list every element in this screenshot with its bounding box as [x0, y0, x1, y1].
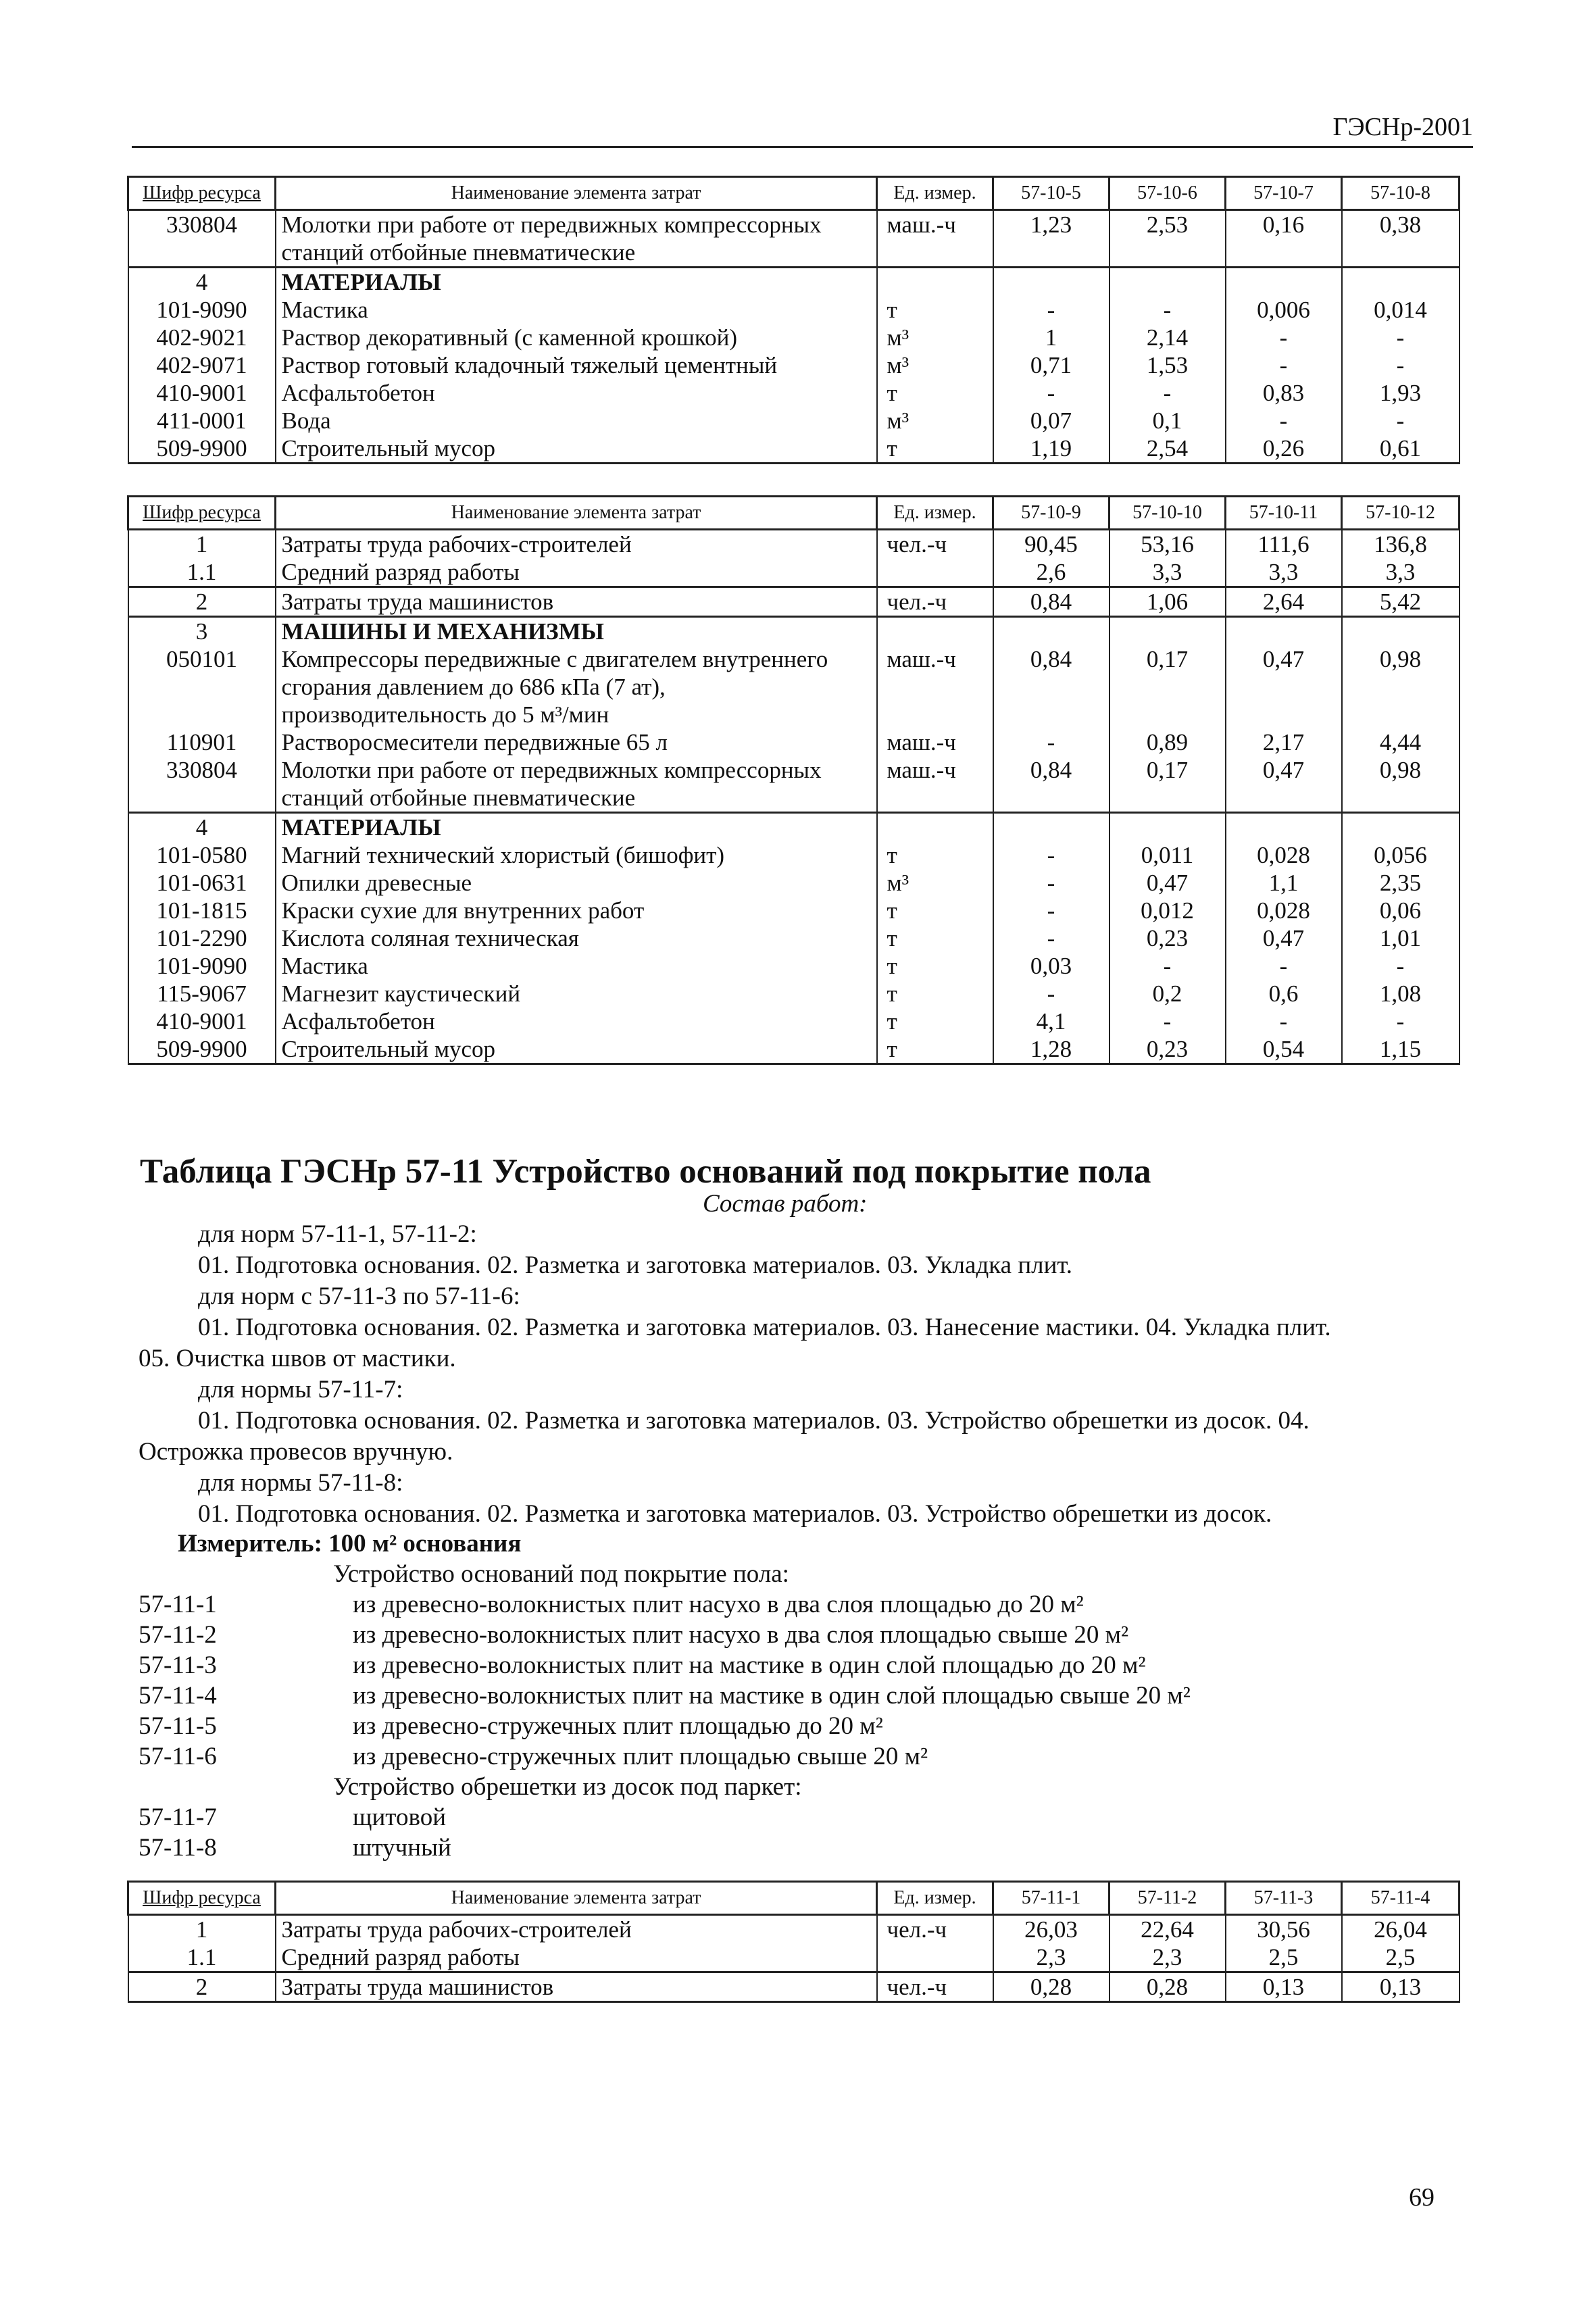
table-row — [128, 1972, 1460, 2002]
cell-value: - — [1342, 324, 1460, 351]
cell-code: 101-0580 — [128, 841, 276, 869]
cell-name: Асфальтобетон — [276, 379, 877, 407]
cell-code: 2 — [128, 587, 276, 617]
cell-code: 101-9090 — [128, 296, 276, 324]
cell-code: 1 — [128, 530, 276, 559]
works-text: Острожка провесов вручную. — [139, 1438, 453, 1466]
cell-value: 53,16 — [1109, 530, 1226, 559]
cell-value: 0,26 — [1226, 434, 1342, 464]
cell-unit: маш.-ч — [877, 728, 993, 756]
header-code: ГЭСНр-2001 — [1332, 113, 1473, 141]
cell-value: 0,28 — [993, 1972, 1109, 2002]
resource-table-57-10-5-8 — [127, 176, 1460, 464]
cell-value: 0,54 — [1226, 1035, 1342, 1064]
cell-unit: т — [877, 841, 993, 869]
cell-unit: т — [877, 379, 993, 407]
cell-value: 2,5 — [1226, 1943, 1342, 1972]
table-row — [128, 434, 1460, 464]
cell-value: 0,17 — [1109, 645, 1226, 728]
cell-value: 0,71 — [993, 351, 1109, 379]
works-text: 01. Подготовка основания. 02. Разметка и заготовка материалов. 03. Устройство обрешетки из досок. 04. — [198, 1407, 1310, 1435]
norm-description: из древесно-стружечных плит площадью свыше 20 м² — [353, 1743, 928, 1770]
cell-value: 0,23 — [1109, 924, 1226, 952]
cell-value: - — [1109, 1007, 1226, 1035]
column-header-norm: 57-11-1 — [993, 1882, 1109, 1915]
norm-description: из древесно-волокнистых плит на мастике в один слой площадью свыше 20 м² — [353, 1682, 1191, 1710]
table-row — [128, 530, 1460, 559]
resource-table-57-11-1-4 — [127, 1881, 1460, 2003]
cell-code: 101-9090 — [128, 952, 276, 980]
cell-value: - — [1226, 351, 1342, 379]
cell-value: 2,53 — [1109, 210, 1226, 268]
cell-value: - — [993, 728, 1109, 756]
cell-value: 1,23 — [993, 210, 1109, 268]
cell-unit: чел.-ч — [877, 1915, 993, 1944]
cell-name: Затраты труда машинистов — [276, 1972, 877, 2002]
table-header-row — [128, 497, 1460, 530]
cell-value: - — [1109, 952, 1226, 980]
cell-code: 3 — [128, 617, 276, 646]
cell-name: Краски сухие для внутренних работ — [276, 897, 877, 924]
column-header-code: Шифр ресурса — [128, 177, 276, 210]
cell-code: 330804 — [128, 756, 276, 813]
cell-name: Магний технический хлористый (бишофит) — [276, 841, 877, 869]
cell-value: 2,17 — [1226, 728, 1342, 756]
norm-code: 57-11-2 — [139, 1621, 217, 1649]
norm-code: 57-11-8 — [139, 1834, 217, 1862]
cell-value: 1,15 — [1342, 1035, 1460, 1064]
norm-description: из древесно-стружечных плит площадью до 20 м² — [353, 1712, 883, 1740]
cell-code: 101-1815 — [128, 897, 276, 924]
cell-unit: м³ — [877, 407, 993, 434]
cell-value: 0,84 — [993, 756, 1109, 813]
cell-value: 0,03 — [993, 952, 1109, 980]
cell-value: 30,56 — [1226, 1915, 1342, 1944]
cell-value: 1,1 — [1226, 869, 1342, 897]
table-row — [128, 351, 1460, 379]
cell-value: 0,61 — [1342, 434, 1460, 464]
cell-value: 0,98 — [1342, 756, 1460, 813]
works-text: для норм с 57-11-3 по 57-11-6: — [198, 1283, 520, 1310]
cell-name: Средний разряд работы — [276, 1943, 877, 1972]
cell-value: 4,1 — [993, 1007, 1109, 1035]
column-header-norm: 57-10-6 — [1109, 177, 1226, 210]
cell-name: Мастика — [276, 296, 877, 324]
table-row — [128, 558, 1460, 587]
cell-code: 402-9071 — [128, 351, 276, 379]
cell-unit: маш.-ч — [877, 645, 993, 728]
works-heading: Состав работ: — [703, 1190, 868, 1218]
cell-unit: т — [877, 1007, 993, 1035]
cell-value: - — [1109, 296, 1226, 324]
cell-code: 402-9021 — [128, 324, 276, 351]
cell-value: 0,47 — [1226, 924, 1342, 952]
column-header-code: Шифр ресурса — [128, 497, 276, 530]
norm-code: 57-11-3 — [139, 1651, 217, 1679]
norm-code: 57-11-7 — [139, 1803, 217, 1831]
cell-value: 0,2 — [1109, 980, 1226, 1007]
cell-name: Раствор декоративный (с каменной крошкой) — [276, 324, 877, 351]
table-row — [128, 1915, 1460, 1944]
cell-name: Молотки при работе от передвижных компрессорных станций отбойные пневматические — [276, 210, 877, 268]
cell-value: 1 — [993, 324, 1109, 351]
column-header-norm: 57-11-4 — [1342, 1882, 1460, 1915]
cell-value: 3,3 — [1342, 558, 1460, 587]
cell-value: 2,5 — [1342, 1943, 1460, 1972]
meter-label: Измеритель: 100 м² основания — [178, 1530, 522, 1558]
cell-name: Строительный мусор — [276, 434, 877, 464]
norm-group-heading: Устройство оснований под покрытие пола: — [333, 1560, 789, 1588]
cell-value: 0,028 — [1226, 897, 1342, 924]
cell-unit: маш.-ч — [877, 210, 993, 268]
cell-unit: м³ — [877, 351, 993, 379]
norm-group-heading: Устройство обрешетки из досок под паркет: — [333, 1773, 802, 1801]
cell-unit: чел.-ч — [877, 587, 993, 617]
column-header-name: Наименование элемента затрат — [276, 177, 877, 210]
section-row — [128, 617, 1460, 646]
cell-code: 101-0631 — [128, 869, 276, 897]
cell-value: 0,28 — [1109, 1972, 1226, 2002]
column-header-norm: 57-11-3 — [1226, 1882, 1342, 1915]
cell-value: - — [993, 841, 1109, 869]
column-header-name: Наименование элемента затрат — [276, 1882, 877, 1915]
cell-name: Средний разряд работы — [276, 558, 877, 587]
norm-description: щитовой — [353, 1803, 446, 1831]
cell-value: 0,06 — [1342, 897, 1460, 924]
cell-value: 0,98 — [1342, 645, 1460, 728]
cell-code: 509-9900 — [128, 1035, 276, 1064]
cell-value: - — [1226, 952, 1342, 980]
cell-unit: т — [877, 296, 993, 324]
cell-name: МАТЕРИАЛЫ — [276, 813, 877, 842]
cell-code: 101-2290 — [128, 924, 276, 952]
cell-value: 90,45 — [993, 530, 1109, 559]
table-row — [128, 1943, 1460, 1972]
cell-value: 111,6 — [1226, 530, 1342, 559]
cell-value: - — [1226, 407, 1342, 434]
cell-value: 1,93 — [1342, 379, 1460, 407]
cell-value: - — [1226, 324, 1342, 351]
column-header-unit: Ед. измер. — [877, 497, 993, 530]
cell-value: 0,83 — [1226, 379, 1342, 407]
cell-value: 1,08 — [1342, 980, 1460, 1007]
cell-value: - — [993, 980, 1109, 1007]
cell-name: Раствор готовый кладочный тяжелый цементный — [276, 351, 877, 379]
cell-value: - — [1342, 1007, 1460, 1035]
table-row — [128, 756, 1460, 813]
cell-value: 2,64 — [1226, 587, 1342, 617]
cell-value: 2,6 — [993, 558, 1109, 587]
table-row — [128, 841, 1460, 869]
cell-value: 0,47 — [1226, 756, 1342, 813]
cell-code: 330804 — [128, 210, 276, 268]
cell-value: 0,47 — [1109, 869, 1226, 897]
works-text: для нормы 57-11-8: — [198, 1469, 403, 1497]
column-header-norm: 57-10-9 — [993, 497, 1109, 530]
table-row — [128, 728, 1460, 756]
cell-code: 4 — [128, 268, 276, 297]
cell-code: 1 — [128, 1915, 276, 1944]
norm-code: 57-11-5 — [139, 1712, 217, 1740]
running-header — [132, 114, 1473, 148]
table-header-row — [128, 1882, 1460, 1915]
column-header-unit: Ед. измер. — [877, 1882, 993, 1915]
cell-name: Компрессоры передвижные с двигателем внутреннего сгорания давлением до 686 кПа (7 ат), производительность до 5 м³/мин — [276, 645, 877, 728]
cell-unit: маш.-ч — [877, 756, 993, 813]
cell-value: 22,64 — [1109, 1915, 1226, 1944]
norm-description: штучный — [353, 1834, 451, 1862]
column-header-norm: 57-10-7 — [1226, 177, 1342, 210]
cell-code: 4 — [128, 813, 276, 842]
cell-name: Затраты труда рабочих-строителей — [276, 530, 877, 559]
table-row — [128, 952, 1460, 980]
cell-name: Молотки при работе от передвижных компрессорных станций отбойные пневматические — [276, 756, 877, 813]
cell-name: МАТЕРИАЛЫ — [276, 268, 877, 297]
cell-value: 0,23 — [1109, 1035, 1226, 1064]
table-row — [128, 210, 1460, 268]
table-header-row — [128, 177, 1460, 210]
cell-name: Затраты труда машинистов — [276, 587, 877, 617]
cell-value: 2,54 — [1109, 434, 1226, 464]
cell-value: 1,28 — [993, 1035, 1109, 1064]
cell-code: 115-9067 — [128, 980, 276, 1007]
works-text: 01. Подготовка основания. 02. Разметка и заготовка материалов. 03. Укладка плит. — [198, 1251, 1073, 1279]
cell-value: 0,012 — [1109, 897, 1226, 924]
cell-name: Растворосмесители передвижные 65 л — [276, 728, 877, 756]
norm-code: 57-11-6 — [139, 1743, 217, 1770]
works-text: 01. Подготовка основания. 02. Разметка и заготовка материалов. 03. Устройство обрешетки из досок. — [198, 1500, 1272, 1528]
cell-value: 26,03 — [993, 1915, 1109, 1944]
cell-name: Затраты труда рабочих-строителей — [276, 1915, 877, 1944]
table-row — [128, 869, 1460, 897]
cell-value: 0,47 — [1226, 645, 1342, 728]
cell-unit: чел.-ч — [877, 530, 993, 559]
table-row — [128, 897, 1460, 924]
column-header-norm: 57-10-8 — [1342, 177, 1460, 210]
cell-value: - — [1342, 952, 1460, 980]
cell-unit: т — [877, 952, 993, 980]
cell-value: 0,07 — [993, 407, 1109, 434]
cell-value: - — [993, 924, 1109, 952]
cell-value: 2,3 — [1109, 1943, 1226, 1972]
cell-unit — [877, 558, 993, 587]
works-text: 05. Очистка швов от мастики. — [139, 1345, 456, 1372]
cell-value: 2,3 — [993, 1943, 1109, 1972]
cell-code: 1.1 — [128, 1943, 276, 1972]
cell-value: 3,3 — [1226, 558, 1342, 587]
column-header-name: Наименование элемента затрат — [276, 497, 877, 530]
cell-code: 110901 — [128, 728, 276, 756]
cell-value: 0,028 — [1226, 841, 1342, 869]
page-number: 69 — [1409, 2183, 1435, 2212]
cell-value: 0,011 — [1109, 841, 1226, 869]
cell-value: 1,53 — [1109, 351, 1226, 379]
cell-code: 509-9900 — [128, 434, 276, 464]
cell-name: Кислота соляная техническая — [276, 924, 877, 952]
column-header-code: Шифр ресурса — [128, 1882, 276, 1915]
works-text: 01. Подготовка основания. 02. Разметка и заготовка материалов. 03. Нанесение мастики. 04. Укладка плит. — [198, 1314, 1331, 1341]
column-header-norm: 57-10-11 — [1226, 497, 1342, 530]
table-row — [128, 379, 1460, 407]
resource-table-57-10-9-12 — [127, 495, 1460, 1065]
column-header-norm: 57-11-2 — [1109, 1882, 1226, 1915]
cell-value: 2,35 — [1342, 869, 1460, 897]
cell-unit: т — [877, 434, 993, 464]
table-row — [128, 296, 1460, 324]
cell-value: 1,19 — [993, 434, 1109, 464]
works-text: для нормы 57-11-7: — [198, 1376, 403, 1403]
cell-value: 2,14 — [1109, 324, 1226, 351]
cell-unit — [877, 1943, 993, 1972]
section-row — [128, 813, 1460, 842]
cell-code: 411-0001 — [128, 407, 276, 434]
cell-value: - — [1226, 1007, 1342, 1035]
cell-value: 0,6 — [1226, 980, 1342, 1007]
cell-value: 0,13 — [1342, 1972, 1460, 2002]
table-row — [128, 324, 1460, 351]
norm-description: из древесно-волокнистых плит насухо в два слоя площадью до 20 м² — [353, 1591, 1084, 1618]
norm-description: из древесно-волокнистых плит насухо в два слоя площадью свыше 20 м² — [353, 1621, 1129, 1649]
cell-value: 136,8 — [1342, 530, 1460, 559]
norm-code: 57-11-1 — [139, 1591, 217, 1618]
table-row — [128, 1007, 1460, 1035]
cell-value: 0,38 — [1342, 210, 1460, 268]
section-row — [128, 268, 1460, 297]
cell-unit: чел.-ч — [877, 1972, 993, 2002]
cell-value: 0,17 — [1109, 756, 1226, 813]
cell-value: 1,06 — [1109, 587, 1226, 617]
cell-code: 410-9001 — [128, 1007, 276, 1035]
cell-value: 0,84 — [993, 587, 1109, 617]
cell-name: Строительный мусор — [276, 1035, 877, 1064]
cell-value: - — [1109, 379, 1226, 407]
column-header-norm: 57-10-5 — [993, 177, 1109, 210]
works-text: для норм 57-11-1, 57-11-2: — [198, 1220, 477, 1248]
cell-unit: т — [877, 1035, 993, 1064]
cell-value: - — [993, 296, 1109, 324]
cell-value: - — [1342, 351, 1460, 379]
cell-name: МАШИНЫ И МЕХАНИЗМЫ — [276, 617, 877, 646]
column-header-unit: Ед. измер. — [877, 177, 993, 210]
table-row — [128, 407, 1460, 434]
cell-unit: м³ — [877, 869, 993, 897]
cell-value: 0,014 — [1342, 296, 1460, 324]
cell-value: - — [993, 379, 1109, 407]
cell-value: - — [993, 897, 1109, 924]
section-title: Таблица ГЭСНр 57-11 Устройство оснований под покрытие пола — [140, 1153, 1151, 1191]
table-row — [128, 924, 1460, 952]
cell-code: 410-9001 — [128, 379, 276, 407]
norm-description: из древесно-волокнистых плит на мастике в один слой площадью до 20 м² — [353, 1651, 1146, 1679]
cell-value: 0,89 — [1109, 728, 1226, 756]
cell-value: 0,1 — [1109, 407, 1226, 434]
cell-code: 1.1 — [128, 558, 276, 587]
table-row — [128, 980, 1460, 1007]
cell-value: 0,006 — [1226, 296, 1342, 324]
cell-value: 0,84 — [993, 645, 1109, 728]
cell-value: 1,01 — [1342, 924, 1460, 952]
table-row — [128, 587, 1460, 617]
cell-value: 0,16 — [1226, 210, 1342, 268]
cell-unit: т — [877, 897, 993, 924]
cell-unit: т — [877, 924, 993, 952]
cell-value: 0,13 — [1226, 1972, 1342, 2002]
cell-value: 5,42 — [1342, 587, 1460, 617]
column-header-norm: 57-10-10 — [1109, 497, 1226, 530]
cell-name: Вода — [276, 407, 877, 434]
cell-unit: т — [877, 980, 993, 1007]
cell-unit: м³ — [877, 324, 993, 351]
column-header-norm: 57-10-12 — [1342, 497, 1460, 530]
cell-code: 050101 — [128, 645, 276, 728]
table-row — [128, 1035, 1460, 1064]
cell-value: 4,44 — [1342, 728, 1460, 756]
norm-code: 57-11-4 — [139, 1682, 217, 1710]
table-row — [128, 645, 1460, 728]
cell-value: 3,3 — [1109, 558, 1226, 587]
cell-name: Опилки древесные — [276, 869, 877, 897]
cell-code: 2 — [128, 1972, 276, 2002]
cell-value: - — [1342, 407, 1460, 434]
cell-name: Магнезит каустический — [276, 980, 877, 1007]
cell-name: Асфальтобетон — [276, 1007, 877, 1035]
cell-name: Мастика — [276, 952, 877, 980]
cell-value: - — [993, 869, 1109, 897]
cell-value: 0,056 — [1342, 841, 1460, 869]
cell-value: 26,04 — [1342, 1915, 1460, 1944]
